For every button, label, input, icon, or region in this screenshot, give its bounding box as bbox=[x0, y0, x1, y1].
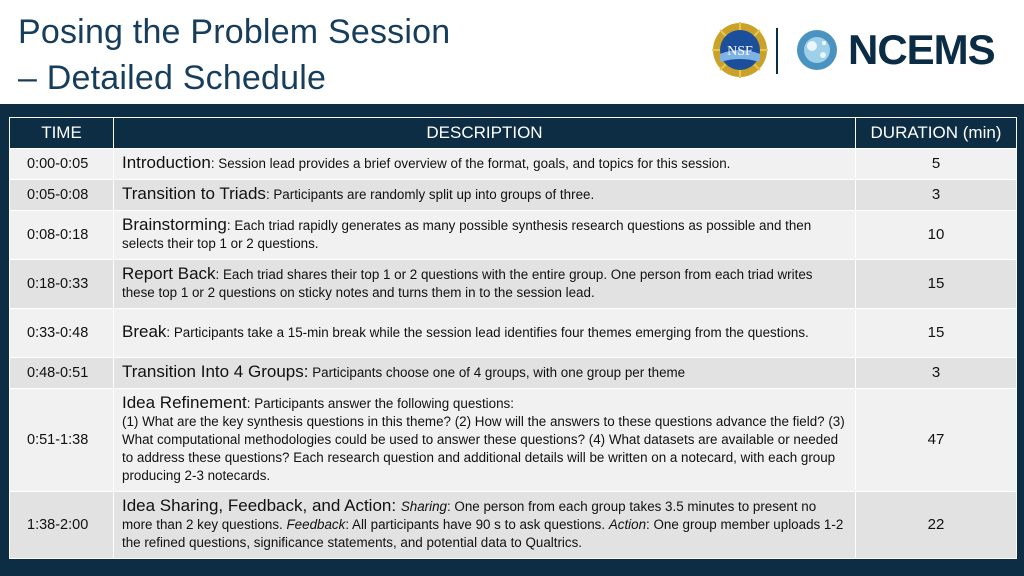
row-time: 0:33-0:48 bbox=[10, 309, 114, 358]
row-duration: 10 bbox=[856, 211, 1017, 260]
action-label: Action bbox=[608, 517, 647, 532]
row-time: 0:05-0:08 bbox=[10, 180, 114, 211]
title-line-2: – Detailed Schedule bbox=[18, 59, 327, 97]
row-heading: Idea Refinement bbox=[122, 393, 247, 412]
nsf-logo bbox=[712, 22, 768, 78]
row-text: : Participants take a 15-min break while the session lead identifies four themes emerging from the questions. bbox=[166, 325, 809, 340]
row-duration: 3 bbox=[856, 180, 1017, 211]
sharing-label: Sharing bbox=[400, 499, 447, 514]
table-row bbox=[10, 309, 1017, 358]
row-duration: 15 bbox=[856, 309, 1017, 358]
row-heading: Brainstorming bbox=[122, 215, 227, 234]
row-description bbox=[114, 309, 856, 358]
row-description bbox=[114, 492, 856, 559]
ncems-wordmark: NCEMS bbox=[848, 26, 995, 73]
row-duration: 47 bbox=[856, 389, 1017, 492]
table-row bbox=[10, 180, 1017, 211]
row-text: : Participants answer the following questions: bbox=[246, 396, 514, 411]
schedule-table bbox=[9, 117, 1017, 559]
row-time: 0:08-0:18 bbox=[10, 211, 114, 260]
row-text: Participants choose one of 4 groups, with one group per theme bbox=[308, 365, 686, 380]
row-time: 0:00-0:05 bbox=[10, 149, 114, 180]
row-duration: 15 bbox=[856, 260, 1017, 309]
row-description bbox=[114, 180, 856, 211]
title-line-1: Posing the Problem Session bbox=[18, 13, 451, 51]
row-heading: Transition Into 4 Groups: bbox=[122, 362, 309, 381]
row-description bbox=[114, 389, 856, 492]
row-time: 0:48-0:51 bbox=[10, 358, 114, 389]
table-row bbox=[10, 389, 1017, 492]
row-text: : Participants are randomly split up into groups of three. bbox=[265, 187, 595, 202]
row-description bbox=[114, 149, 856, 180]
row-description bbox=[114, 260, 856, 309]
row-time: 0:51-1:38 bbox=[10, 389, 114, 492]
row-duration: 5 bbox=[856, 149, 1017, 180]
row-description bbox=[114, 358, 856, 389]
action-text: : One group member uploads 1-2 the refined questions, significance statements, and potential data to Qualtrics. bbox=[122, 517, 844, 550]
table-row bbox=[10, 358, 1017, 389]
row-heading: Introduction bbox=[122, 153, 211, 172]
logo-divider bbox=[776, 28, 778, 74]
row-text: : Each triad rapidly generates as many possible synthesis research questions as possible and then selects their top 1 or 2 questions. bbox=[122, 218, 812, 251]
table-row bbox=[10, 492, 1017, 559]
row-time: 1:38-2:00 bbox=[10, 492, 114, 559]
sharing-text: : One person from each group takes 3.5 minutes to present no more than 2 key questions. bbox=[122, 499, 817, 532]
row-heading: Transition to Triads bbox=[122, 184, 266, 203]
header-time: TIME bbox=[10, 118, 114, 149]
row-heading: Idea Sharing, Feedback, and Action: bbox=[122, 496, 401, 515]
row-time: 0:18-0:33 bbox=[10, 260, 114, 309]
table-row bbox=[10, 211, 1017, 260]
nsf-logo-text: NSF bbox=[727, 44, 753, 59]
row-heading: Break bbox=[122, 322, 167, 341]
row-text: : Each triad shares their top 1 or 2 questions with the entire group. One person from each triad writes these top 1 or 2 questions on sticky notes and turns them in to the session lead. bbox=[122, 267, 813, 300]
row-description bbox=[114, 211, 856, 260]
row-text-detail: (1) What are the key synthesis questions in this theme? (2) How will the answers to these questions advance the field? (3) What computational methodologies could be used to answer these questions? (4) What datasets are available or needed to address these questions? Each research question and additional details will be written on a notecard, with each group producing 2-3 notecards. bbox=[122, 414, 845, 483]
row-duration: 22 bbox=[856, 492, 1017, 559]
header-description: DESCRIPTION bbox=[114, 118, 856, 149]
row-heading: Report Back bbox=[122, 264, 216, 283]
row-text: : Session lead provides a brief overview of the format, goals, and topics for this session. bbox=[210, 156, 731, 171]
feedback-text: : All participants have 90 s to ask questions. bbox=[345, 517, 609, 532]
feedback-label: Feedback bbox=[286, 517, 346, 532]
ncems-orb-icon bbox=[796, 29, 838, 71]
table-row bbox=[10, 149, 1017, 180]
page-title bbox=[18, 9, 450, 101]
table-row bbox=[10, 260, 1017, 309]
table-header-row bbox=[10, 118, 1017, 149]
header-duration: DURATION (min) bbox=[856, 118, 1017, 149]
row-duration: 3 bbox=[856, 358, 1017, 389]
